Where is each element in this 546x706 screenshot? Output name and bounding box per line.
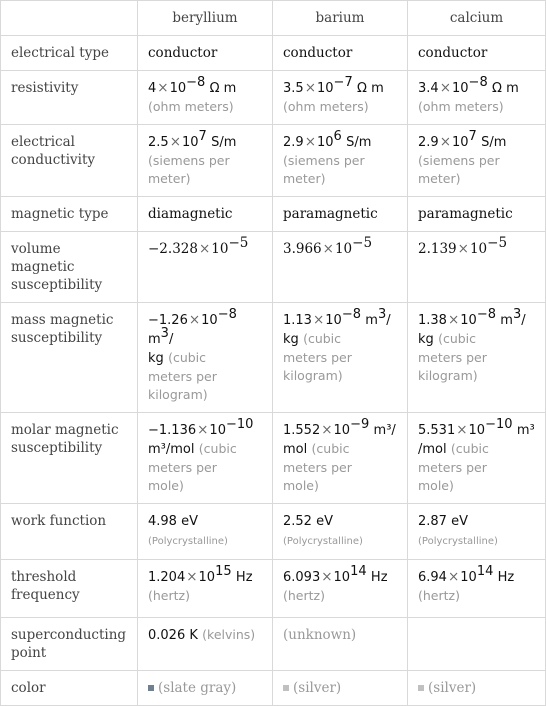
cell-value: $-2.328\times 10^{-5}$ — [138, 232, 273, 303]
cell-value: conductor — [408, 36, 546, 71]
cell-value: $1.38\times 10^{-8}$ $m^3/$ kg (cubic meters per kilogram) — [408, 303, 546, 413]
cell-value: $1.552\times 10^{-9}$ m³/ mol (cubic meters per mole) — [273, 413, 408, 504]
table-row — [1, 671, 546, 706]
header-empty — [1, 1, 138, 36]
cell-value: (silver) — [408, 671, 546, 706]
row-label: electrical conductivity — [1, 125, 138, 197]
cell-value: $1.204\times 10^{15}$ Hz (hertz) — [138, 560, 273, 618]
table-row — [1, 71, 546, 125]
table-row — [1, 560, 546, 618]
cell-value: $-1.26\times 10^{-8}$ $m^3/$ kg (cubic meters per kilogram) — [138, 303, 273, 413]
table-row — [1, 36, 546, 71]
color-swatch — [148, 685, 154, 691]
header-calcium: calcium — [408, 1, 546, 36]
row-label: threshold frequency — [1, 560, 138, 618]
table-row — [1, 232, 546, 303]
cell-value: $3.966\times 10^{-5}$ — [273, 232, 408, 303]
row-label: resistivity — [1, 71, 138, 125]
row-label: magnetic type — [1, 197, 138, 232]
cell-value: (unknown) — [273, 618, 408, 671]
cell-value: $2.5\times 10^7$ S/m (siemens per meter) — [138, 125, 273, 197]
row-label: color — [1, 671, 138, 706]
cell-value: $6.94\times 10^{14}$ Hz (hertz) — [408, 560, 546, 618]
cell-value: (silver) — [273, 671, 408, 706]
color-swatch — [283, 685, 289, 691]
table-row — [1, 618, 546, 671]
color-swatch — [418, 685, 424, 691]
cell-value: conductor — [273, 36, 408, 71]
cell-value: $1.13\times 10^{-8}$ $m^3/$ kg (cubic meters per kilogram) — [273, 303, 408, 413]
cell-value: conductor — [138, 36, 273, 71]
cell-value: diamagnetic — [138, 197, 273, 232]
cell-value: $4\times 10^{-8}$ Ω m (ohm meters) — [138, 71, 273, 125]
cell-value: $3.4\times 10^{-8}$ Ω m (ohm meters) — [408, 71, 546, 125]
cell-value: $2.139\times 10^{-5}$ — [408, 232, 546, 303]
row-label: superconducting point — [1, 618, 138, 671]
table-row — [1, 125, 546, 197]
table-row — [1, 413, 546, 504]
cell-value: $6.093\times 10^{14}$ Hz (hertz) — [273, 560, 408, 618]
cell-value: $2.9\times 10^7$ S/m (siemens per meter) — [408, 125, 546, 197]
cell-value: 0.026 K (kelvins) — [138, 618, 273, 671]
table-row — [1, 303, 546, 413]
cell-value: paramagnetic — [273, 197, 408, 232]
cell-value: paramagnetic — [408, 197, 546, 232]
row-label: molar magnetic susceptibility — [1, 413, 138, 504]
row-label: volume magnetic susceptibility — [1, 232, 138, 303]
cell-value: $5.531\times 10^{-10}$ m³ /mol (cubic meters per mole) — [408, 413, 546, 504]
cell-value: (slate gray) — [138, 671, 273, 706]
cell-value: $2.9\times 10^6$ S/m (siemens per meter) — [273, 125, 408, 197]
cell-value: 2.52 eV (Polycrystalline) — [273, 504, 408, 560]
cell-value: $3.5\times 10^{-7}$ Ω m (ohm meters) — [273, 71, 408, 125]
header-barium: barium — [273, 1, 408, 36]
cell-value: 2.87 eV (Polycrystalline) — [408, 504, 546, 560]
table-row — [1, 504, 546, 560]
row-label: work function — [1, 504, 138, 560]
cell-value: $-1.136\times 10^{-10}$ m³/mol (cubic meters per mole) — [138, 413, 273, 504]
header-beryllium: beryllium — [138, 1, 273, 36]
cell-value: 4.98 eV (Polycrystalline) — [138, 504, 273, 560]
row-label: electrical type — [1, 36, 138, 71]
cell-value — [408, 618, 546, 671]
row-label: mass magnetic susceptibility — [1, 303, 138, 413]
table-row — [1, 197, 546, 232]
